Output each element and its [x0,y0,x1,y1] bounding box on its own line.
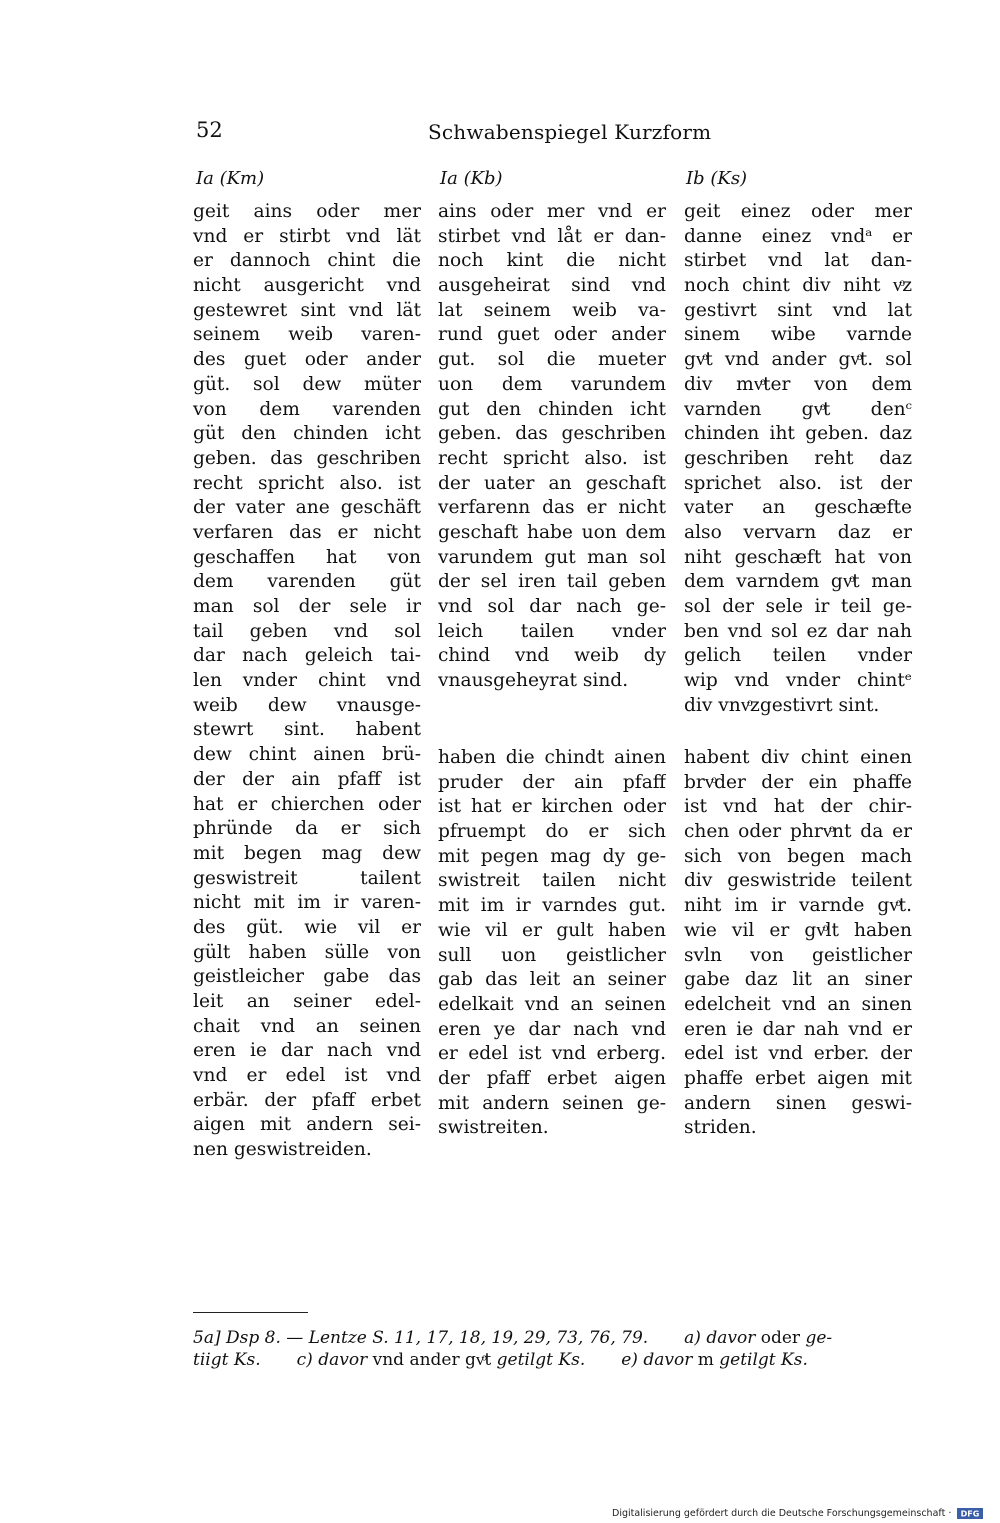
kb-text-line: ausgeheirat sind vnd [438,275,666,297]
page-number: 52 [196,118,223,142]
ks-text-line: varnden gvͦt denᶜ [684,398,912,420]
column-heading-km: Ia (Km) [196,168,265,189]
column-ks-block-1 [684,200,912,718]
kb-text-line: uon dem varundem [438,373,666,395]
ks-text-line: wip vnd vnder chintᵉ [684,670,912,692]
kb-text-line: stirbet vnd låt er dan- [438,225,666,247]
km-text-line: gestewret sint vnd lät [193,299,421,321]
kb-text-line: lat seinem weib va- [438,299,666,321]
ks-text-line: niht geschæft hat von [684,546,912,568]
km-text-line: hat er chierchen oder [193,793,421,815]
kb-text-line: edelkait vnd an seinen [438,993,666,1015]
footnote-a-continuation: tiigt Ks. [193,1350,261,1370]
kb-text-line: ains oder mer vnd er [438,201,666,222]
footnote-e-label: e) davor [621,1350,693,1370]
km-text-line: des guet oder ander [193,349,421,371]
km-text-line: dem varenden güt [193,571,421,593]
km-text-line: leit an seiner edel- [193,991,421,1012]
footnote-c-text: vnd ander gvͦt [372,1350,492,1370]
km-text-line: nicht mit im ir varen- [193,892,421,914]
ks-text-line: gestivrt sint vnd lat [684,299,912,321]
km-text-line: nicht ausgericht vnd [193,275,421,297]
ks-text-line: danne einez vndᵃ er [684,225,912,247]
ks-text-line: sprichet also. ist der [684,472,912,494]
column-ks-block-2 [684,746,912,1141]
kb-text-line: vnausgeheyrat sind. [438,670,629,692]
kb-text-line: mit im ir varndes gut. [438,895,666,917]
column-heading-ks: Ib (Ks) [686,168,748,189]
footnote-rule [193,1312,308,1313]
kb-text-line: gut den chinden icht [438,398,666,420]
ks-text-line: chinden iht geben. daz [684,423,912,445]
kb-text-line: haben die chindt ainen [438,747,666,768]
km-text-line: recht spricht also. ist [193,472,421,494]
km-text-line: weib dew vnausge- [193,694,421,716]
ks-text-line: sinem wibe varnde [684,324,912,346]
ks-text-line: phaffe erbet aigen mit [684,1067,912,1089]
ks-text-line: svln von geistlicher [684,944,912,966]
credit-text: Digitalisierung gefördert durch die Deutsche Forschungsgemeinschaft · [612,1508,952,1519]
km-text-line: chait vnd an seinen [193,1015,421,1037]
km-text-line: er dannoch chint die [193,250,421,272]
ks-text-line: andern sinen geswi- [684,1092,912,1114]
kb-text-line: ist hat er kirchen oder [438,796,666,818]
kb-text-line: swistreiten. [438,1117,549,1139]
km-text-line: mit begen mag dew [193,842,421,864]
km-text-line: dew chint ainen brü- [193,744,421,766]
column-km-block-1 [193,200,421,1163]
footnote-a-label: a) davor [684,1328,756,1348]
ks-text-line: sol der sele ir teil ge- [684,596,912,617]
running-head: Schwabenspiegel Kurzform [428,120,712,144]
kb-text-line: mit andern seinen ge- [438,1092,666,1114]
kb-text-line: pruder der ain pfaff [438,771,666,793]
kb-text-line: noch kint die nicht [438,250,666,272]
ks-text-line: habent div chint einen [684,747,912,768]
kb-text-line: eren ye dar nach vnd [438,1018,666,1040]
km-text-line: seinem weib varen- [193,324,421,346]
km-text-line: aigen mit andern sei- [193,1114,421,1136]
km-text-line: verfaren das er nicht [193,521,421,543]
km-text-line: güt den chinden icht [193,423,421,445]
ks-text-line: geschriben reht daz [684,447,912,469]
km-text-line: vnd er stirbt vnd lät [193,225,421,247]
footnote-a-text: oder [760,1328,801,1348]
km-text-line: tail geben vnd sol [193,620,421,642]
kb-text-line: verfarenn das er nicht [438,497,666,519]
ks-text-line: edel ist vnd erber. der [684,1043,912,1065]
kb-text-line: wie vil er gult haben [438,919,666,941]
ks-text-line: div mvͦter von dem [684,373,912,395]
kb-text-line: leich tailen vnder [438,620,666,642]
kb-text-line: rund guet oder ander [438,324,666,346]
kb-text-line: swistreit tailen nicht [438,870,666,892]
footnote-e-text: m [697,1350,714,1370]
km-text-line: stewrt sint. habent [193,719,421,741]
footnote-c-label: c) davor [296,1350,368,1370]
kb-text-line: er edel ist vnd erberg. [438,1043,666,1065]
kb-text-line: mit pegen mag dy ge- [438,845,666,867]
km-text-line: geit ains oder mer [193,201,421,222]
footnote-c-end: getilgt Ks. [496,1350,586,1370]
km-text-line: len vnder chint vnd [193,670,421,692]
kb-text-line: gut. sol die mueter [438,349,666,371]
ks-text-line: gelich teilen vnder [684,645,912,667]
kb-text-line: vnd sol dar nach ge- [438,596,666,617]
km-text-line: vnd er edel ist vnd [193,1065,421,1087]
kb-text-line: der pfaff erbet aigen [438,1067,666,1089]
ks-text-line: div vnvͦzgestivrt sint. [684,694,880,716]
kb-text-line: der uater an geschaft [438,472,666,494]
kb-text-line: geschaft habe uon dem [438,521,666,543]
ks-text-line: ben vnd sol ez dar nah [684,620,912,642]
kb-text-line: pfruempt do er sich [438,821,666,843]
km-text-line: geben. das geschriben [193,447,421,469]
ks-text-line: eren ie dar nah vnd er [684,1018,912,1040]
kb-text-line: gab das leit an seiner [438,969,666,991]
ks-text-line: brvͦder der ein phaffe [684,771,912,793]
kb-text-line: recht spricht also. ist [438,447,666,469]
ks-text-line: also vervarn daz er [684,521,912,543]
footnote-reference: 5a] Dsp 8. — Lentze S. 11, 17, 18, 19, 29, 73, 76, 79. [193,1328,649,1348]
km-text-line: geschaffen hat von [193,546,421,568]
km-text-line: erbär. der pfaff erbet [193,1089,421,1111]
ks-text-line: noch chint div niht vͦz [684,275,912,297]
ks-text-line: sich von begen mach [684,845,912,867]
column-heading-kb: Ia (Kb) [440,168,503,189]
ks-text-line: wie vil er gvͦlt haben [684,919,912,941]
kb-text-line: der sel iren tail geben [438,571,666,593]
km-text-line: güt. sol dew müter [193,373,421,395]
ks-text-line: stirbet vnd lat dan- [684,250,912,272]
dfg-logo-text: DFG [961,1509,980,1519]
ks-text-line: gabe daz lit an siner [684,969,912,991]
ks-text-line: vater an geschæfte [684,497,912,519]
ks-text-line: gvͦt vnd ander gvͦt. sol [684,349,912,371]
kb-text-line: sull uon geistlicher [438,944,666,966]
ks-text-line: edelcheit vnd an sinen [684,993,912,1015]
ks-text-line: div geswistride teilent [684,870,912,892]
km-text-line: nen geswistreiden. [193,1139,372,1161]
km-text-line: gült haben sülle von [193,941,421,963]
kb-text-line: chind vnd weib dy [438,645,666,667]
ks-text-line: chen oder phrvͦnt da er [684,821,912,843]
ks-text-line: geit einez oder mer [684,201,912,222]
ks-text-line: striden. [684,1117,757,1139]
ks-text-line: dem varndem gvͦt man [684,571,912,593]
km-text-line: man sol der sele ir [193,596,421,617]
column-kb-block-1 [438,200,666,694]
footnote-a-end: ge- [805,1328,833,1348]
km-text-line: phründe da er sich [193,818,421,840]
footnote [193,1327,913,1371]
km-text-line: von dem varenden [193,398,421,420]
footnote-line-2 [193,1349,913,1371]
ks-text-line: ist vnd hat der chir- [684,796,912,818]
km-text-line: der vater ane geschäft [193,497,421,519]
kb-text-line: geben. das geschriben [438,423,666,445]
km-text-line: des güt. wie vil er [193,916,421,938]
ks-text-line: niht im ir varnde gvͦt. [684,895,912,917]
column-kb-block-2 [438,746,666,1141]
digitization-credit [612,1508,983,1519]
km-text-line: geswistreit tailent [193,867,421,889]
km-text-line: dar nach geleich tai- [193,645,421,667]
dfg-logo-icon [957,1508,983,1519]
footnote-line-1 [193,1327,913,1349]
footnote-e-end: getilgt Ks. [719,1350,808,1370]
km-text-line: eren ie dar nach vnd [193,1040,421,1062]
km-text-line: der der ain pfaff ist [193,768,421,790]
km-text-line: geistleicher gabe das [193,966,421,988]
kb-text-line: varundem gut man sol [438,546,666,568]
